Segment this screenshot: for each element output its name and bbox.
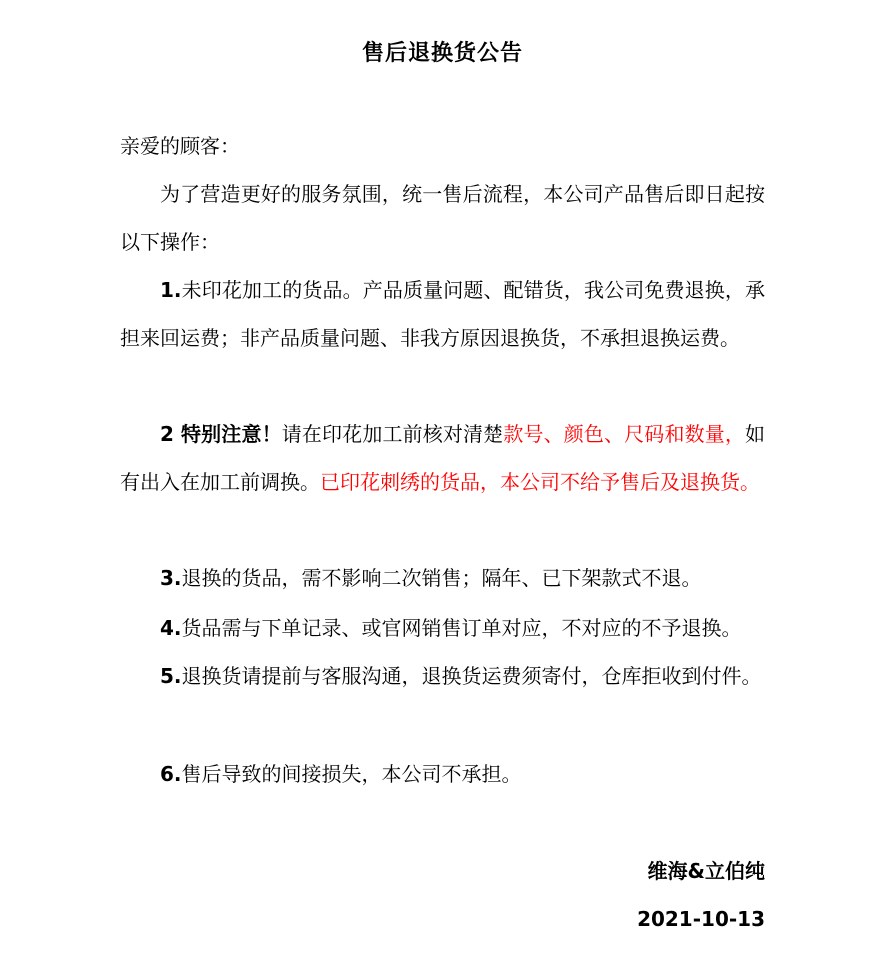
item-2 [120, 410, 765, 506]
page-title: 售后退换货公告 [361, 41, 523, 66]
item-number: 4. [160, 616, 182, 640]
highlight-text: 款号、颜色、尺码和数量， [503, 422, 746, 446]
item-text: 未印花加工的货品。产品质量问题、配错货，我公司免费退换，承担来回运费；非产品质量问题、非我方原因退换货，不承担退换运费。 [120, 278, 765, 350]
greeting: 亲爱的顾客： [120, 134, 240, 158]
intro-paragraph: 为了营造更好的服务氛围，统一售后流程，本公司产品售后即日起按以下操作： [120, 182, 765, 254]
item-text: 如有出入在加工前调换。 [120, 422, 766, 494]
item-5 [120, 652, 765, 700]
item-3 [120, 554, 765, 602]
highlight-text: 已印花刺绣的货品，本公司不给予售后及退换货。 [320, 470, 760, 494]
item-number: 1. [160, 278, 182, 302]
item-1 [120, 266, 765, 362]
item-number: 6. [160, 762, 182, 786]
item-number: 5. [160, 664, 182, 688]
item-number: 3. [160, 566, 182, 590]
item-text: 退换的货品，需不影响二次销售；隔年、已下架款式不退。 [181, 566, 702, 590]
date: 2021-10-13 [637, 907, 765, 931]
item-text: 请在印花加工前核对清楚 [281, 422, 504, 446]
item-6 [120, 750, 765, 798]
signature: 维海&立伯纯 [647, 859, 765, 883]
item-text: 货品需与下单记录、或官网销售订单对应，不对应的不予退换。 [181, 616, 742, 640]
item-text: 售后导致的间接损失，本公司不承担。 [181, 762, 522, 786]
item-4 [120, 604, 765, 652]
warning-label: 特别注意！ [173, 422, 282, 446]
item-text: 退换货请提前与客服沟通，退换货运费须寄付，仓库拒收到付件。 [181, 664, 762, 688]
item-number: 2 [160, 422, 174, 446]
